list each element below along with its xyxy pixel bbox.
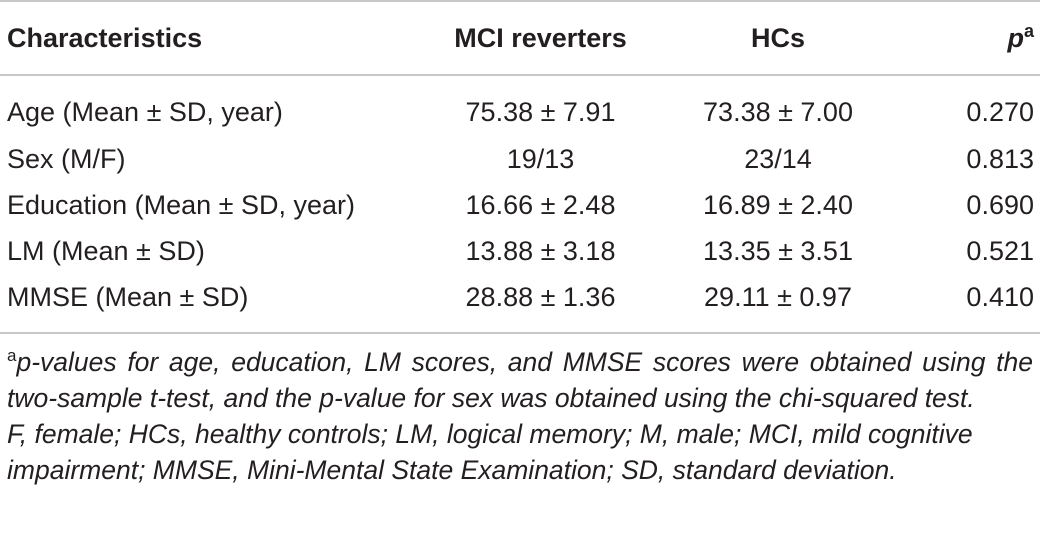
- row-hcs-value: 23/14: [744, 143, 812, 174]
- row-mci-value: 19/13: [506, 143, 575, 174]
- row-hcs-value: 13.35 ± 3.51: [703, 235, 853, 266]
- row-label: Sex (M/F): [7, 143, 126, 174]
- header-p-value: [893, 1, 1040, 75]
- row-label: LM (Mean ± SD): [7, 235, 205, 266]
- table-row: [0, 136, 1040, 182]
- header-row: [0, 1, 1040, 75]
- row-p-value: 0.690: [966, 189, 1034, 220]
- footnote-a: [7, 344, 1033, 416]
- header-hcs: HCs: [750, 22, 805, 53]
- row-label: Education (Mean ± SD, year): [7, 189, 355, 220]
- row-p-value: 0.813: [966, 143, 1034, 174]
- table-header: [0, 1, 1040, 75]
- row-mci-value: 28.88 ± 1.36: [465, 281, 616, 312]
- table-body: [0, 75, 1040, 333]
- header-characteristics: Characteristics: [7, 22, 203, 53]
- row-mci-value: 75.38 ± 7.91: [465, 96, 616, 127]
- row-p-value: 0.410: [966, 281, 1034, 312]
- table-row: [0, 75, 1040, 136]
- header-p-label: p: [1007, 22, 1024, 53]
- row-p-value: 0.521: [966, 235, 1034, 266]
- row-label: MMSE (Mean ± SD): [7, 281, 249, 312]
- table-row: [0, 182, 1040, 228]
- row-hcs-value: 29.11 ± 0.97: [704, 281, 852, 312]
- table-footnotes: [7, 344, 1033, 488]
- footnote-a-marker: a: [7, 346, 17, 366]
- row-hcs-value: 73.38 ± 7.00: [703, 96, 853, 127]
- row-hcs-value: 16.89 ± 2.40: [703, 189, 853, 220]
- header-mci-reverters: MCI reverters: [454, 22, 627, 53]
- footnote-a-text: p-values for age, education, LM scores, and MMSE scores were obtained using the two-sample t-test, and the p-value for sex was obtained using the chi-squared test.: [7, 347, 1033, 413]
- header-p-superscript: a: [1023, 20, 1034, 41]
- table-row: [0, 228, 1040, 274]
- footnote-abbreviations: F, female; HCs, healthy controls; LM, logical memory; M, male; MCI, mild cognitive impairment; MMSE, Mini-Mental State Examination; SD, standard deviation.: [7, 419, 973, 485]
- row-label: Age (Mean ± SD, year): [7, 96, 283, 127]
- row-mci-value: 13.88 ± 3.18: [465, 235, 616, 266]
- table-row: [0, 274, 1040, 333]
- row-p-value: 0.270: [966, 96, 1034, 127]
- row-mci-value: 16.66 ± 2.48: [465, 189, 616, 220]
